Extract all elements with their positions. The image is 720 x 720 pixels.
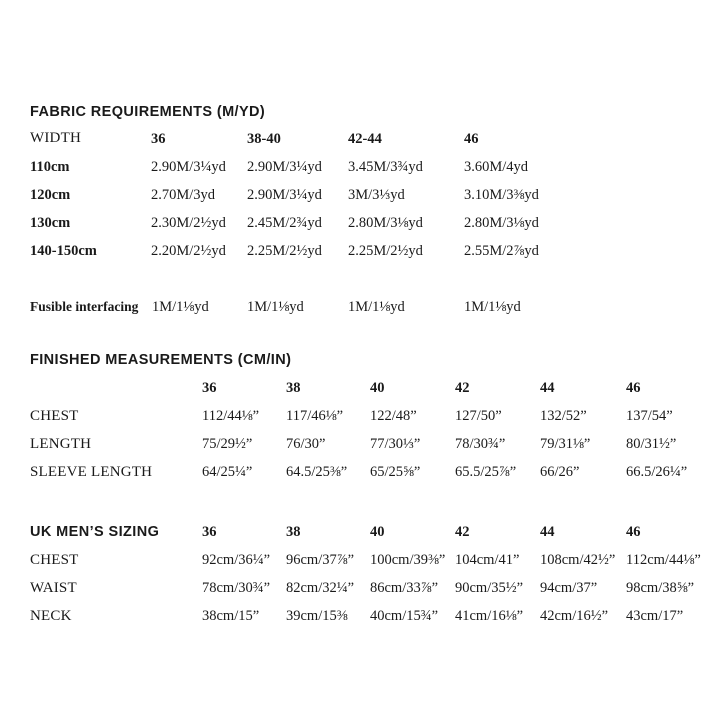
finished-cell: 65.5/25⅞”	[455, 464, 517, 480]
uk-cell: 43cm/17”	[626, 608, 684, 624]
finished-header-size: 46	[626, 380, 641, 396]
uk-cell: 39cm/15⅜	[286, 608, 348, 624]
finished-cell: 77/30⅓”	[370, 436, 421, 452]
finished-cell: 112/44⅛”	[202, 408, 260, 424]
fabric-header-size: 38-40	[247, 131, 281, 147]
uk-cell: 38cm/15”	[202, 608, 260, 624]
uk-cell: 96cm/37⅞”	[286, 552, 355, 568]
finished-header-size: 36	[202, 380, 217, 396]
finished-row-label: LENGTH	[30, 436, 92, 452]
fabric-cell: 2.20M/2½yd	[151, 243, 226, 259]
uk-mens-sizing-heading: UK MEN’S SIZING	[30, 524, 160, 540]
fabric-cell: 2.30M/2½yd	[151, 215, 226, 231]
uk-cell: 40cm/15¾”	[370, 608, 439, 624]
interfacing-cell: 1M/1⅛yd	[152, 299, 209, 315]
finished-row-label: SLEEVE LENGTH	[30, 464, 153, 480]
fabric-row-label: 120cm	[30, 187, 71, 203]
fabric-requirements-heading: FABRIC REQUIREMENTS (M/YD)	[30, 104, 266, 120]
finished-cell: 122/48”	[370, 408, 417, 424]
fabric-cell: 2.80M/3⅛yd	[464, 215, 539, 231]
interfacing-cell: 1M/1⅛yd	[348, 299, 405, 315]
fabric-header-size: 42-44	[348, 131, 382, 147]
finished-cell: 127/50”	[455, 408, 502, 424]
fabric-cell: 2.25M/2½yd	[247, 243, 322, 259]
uk-cell: 112cm/44⅛”	[626, 552, 701, 568]
uk-cell: 100cm/39⅜”	[370, 552, 446, 568]
fabric-row-label: 140-150cm	[30, 243, 97, 259]
fabric-cell: 3.10M/3⅜yd	[464, 187, 539, 203]
fabric-cell: 2.90M/3¼yd	[247, 187, 322, 203]
fabric-cell: 2.90M/3¼yd	[247, 159, 322, 175]
uk-cell: 86cm/33⅞”	[370, 580, 439, 596]
finished-cell: 75/29½”	[202, 436, 253, 452]
finished-cell: 76/30”	[286, 436, 326, 452]
interfacing-cell: 1M/1⅛yd	[464, 299, 521, 315]
fabric-cell: 3.45M/3¾yd	[348, 159, 423, 175]
finished-measurements-heading: FINISHED MEASUREMENTS (CM/IN)	[30, 352, 292, 368]
fabric-row-label: 110cm	[30, 159, 70, 175]
finished-cell: 65/25⅝”	[370, 464, 421, 480]
uk-cell: 94cm/37”	[540, 580, 598, 596]
interfacing-label: Fusible interfacing	[30, 299, 139, 314]
fabric-cell: 2.45M/2¾yd	[247, 215, 322, 231]
fabric-row-label: 130cm	[30, 215, 71, 231]
uk-cell: 90cm/35½”	[455, 580, 524, 596]
finished-cell: 78/30¾”	[455, 436, 506, 452]
finished-cell: 80/31½”	[626, 436, 677, 452]
finished-cell: 66.5/26¼”	[626, 464, 688, 480]
finished-cell: 64.5/25⅜”	[286, 464, 348, 480]
fabric-cell: 2.80M/3⅛yd	[348, 215, 423, 231]
finished-header-size: 44	[540, 380, 555, 396]
interfacing-cell: 1M/1⅛yd	[247, 299, 304, 315]
finished-cell: 79/31⅛”	[540, 436, 591, 452]
finished-cell: 137/54”	[626, 408, 673, 424]
fabric-header-size: 46	[464, 131, 479, 147]
uk-cell: 41cm/16⅛”	[455, 608, 524, 624]
fabric-cell: 2.25M/2½yd	[348, 243, 423, 259]
finished-row-label: CHEST	[30, 408, 79, 424]
fabric-cell: 3.60M/4yd	[464, 159, 529, 175]
finished-header-size: 40	[370, 380, 385, 396]
finished-header-size: 38	[286, 380, 301, 396]
finished-cell: 66/26”	[540, 464, 580, 480]
uk-row-label: NECK	[30, 608, 72, 624]
fabric-cell: 2.70M/3yd	[151, 187, 216, 203]
finished-header-size: 42	[455, 380, 470, 396]
finished-cell: 64/25¼”	[202, 464, 253, 480]
uk-cell: 82cm/32¼”	[286, 580, 355, 596]
fabric-header-size: 36	[151, 131, 166, 147]
finished-cell: 117/46⅛”	[286, 408, 344, 424]
uk-header-size: 38	[286, 524, 301, 540]
finished-cell: 132/52”	[540, 408, 587, 424]
uk-header-size: 36	[202, 524, 217, 540]
fabric-cell: 3M/3⅓yd	[348, 187, 405, 203]
uk-row-label: CHEST	[30, 552, 79, 568]
uk-header-size: 44	[540, 524, 555, 540]
fabric-header-width: WIDTH	[30, 130, 81, 146]
uk-row-label: WAIST	[30, 580, 77, 596]
uk-header-size: 40	[370, 524, 385, 540]
uk-cell: 104cm/41”	[455, 552, 520, 568]
uk-cell: 92cm/36¼”	[202, 552, 271, 568]
uk-cell: 78cm/30¾”	[202, 580, 271, 596]
uk-cell: 42cm/16½”	[540, 608, 609, 624]
fabric-cell: 2.55M/2⅞yd	[464, 243, 539, 259]
uk-cell: 98cm/38⅝”	[626, 580, 695, 596]
uk-cell: 108cm/42½”	[540, 552, 616, 568]
fabric-cell: 2.90M/3¼yd	[151, 159, 226, 175]
uk-header-size: 42	[455, 524, 470, 540]
uk-header-size: 46	[626, 524, 641, 540]
